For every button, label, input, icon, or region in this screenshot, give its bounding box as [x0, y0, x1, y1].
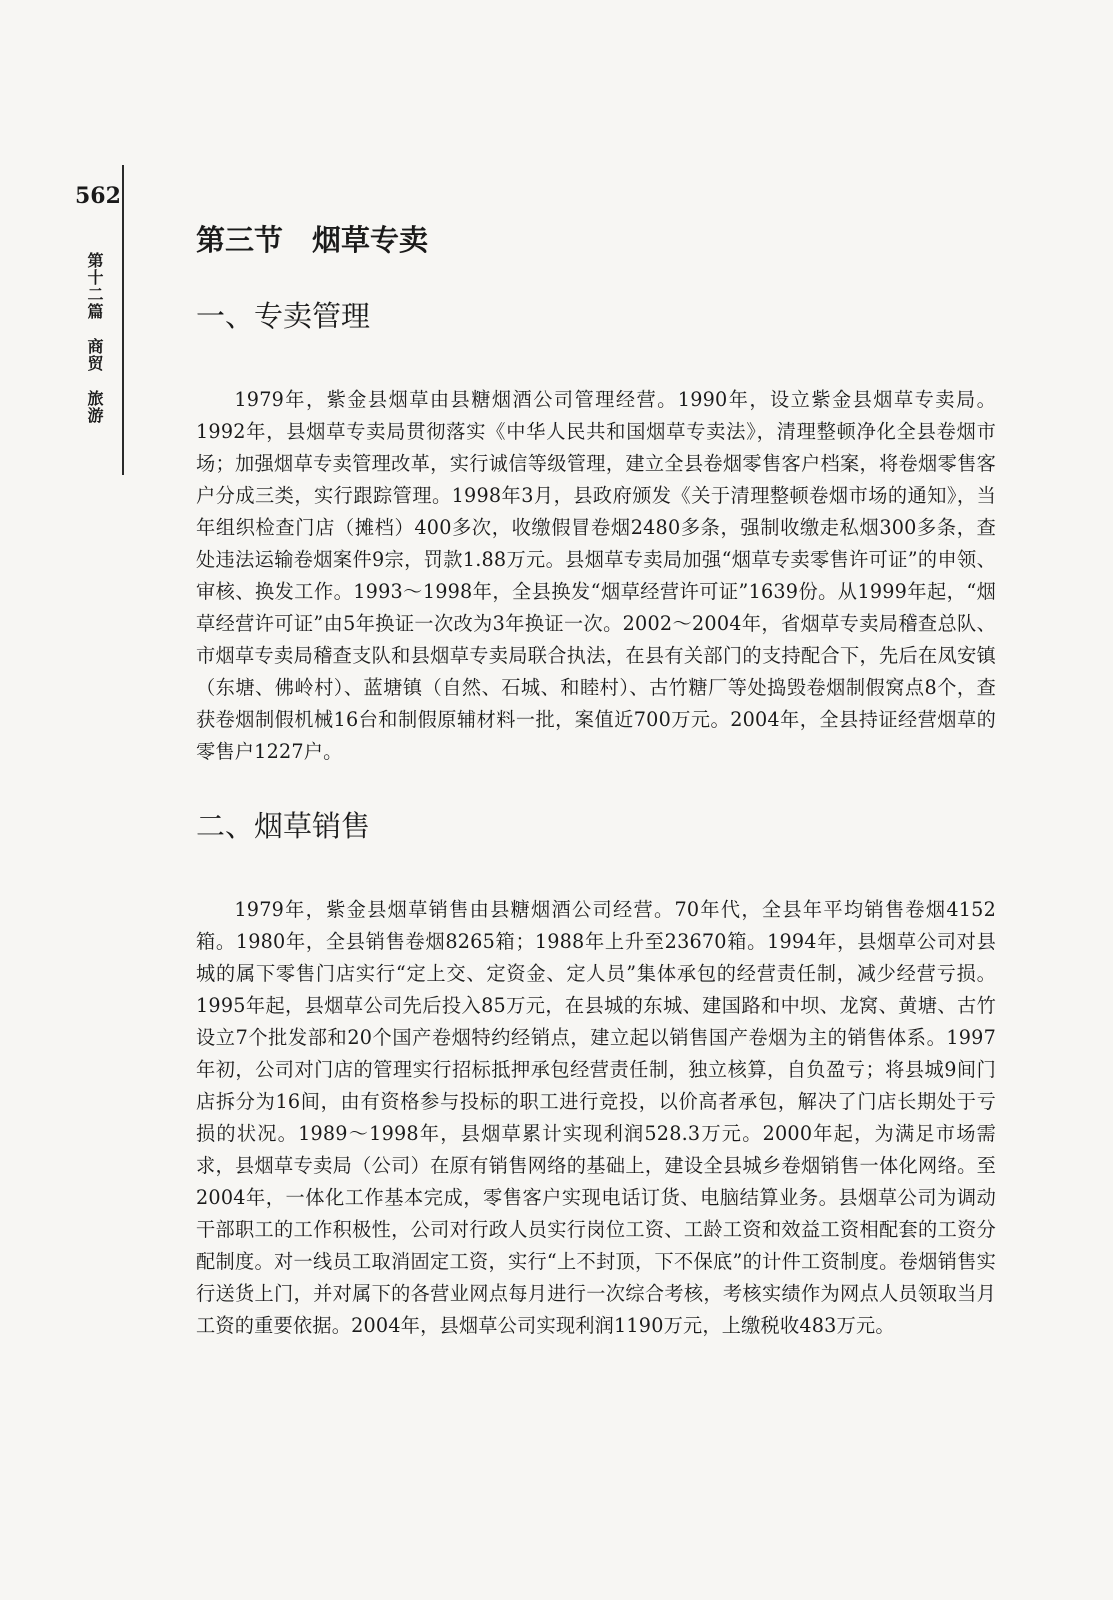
section-title: 第三节 烟草专卖: [196, 223, 429, 257]
paragraph-tobacco-sales: 1979年，紫金县烟草销售由县糖烟酒公司经营。70年代，全县年平均销售卷烟4152箱。1980年，全县销售卷烟8265箱；1988年上升至23670箱。1994年，县烟草公司对县城的属下零售门店实行“定上交、定资金、定人员”集体承包的经营责任制，减少经营亏损。1995年起，县烟草公司先后投入85万元，在县城的东城、建国路和中坝、龙窝、黄塘、古竹设立7个批发部和20个国产卷烟特约经销点，建立起以销售国产卷烟为主的销售体系。1997年初，公司对门店的管理实行招标抵押承包经营责任制，独立核算，自负盈亏；将县城9间门店拆分为16间，由有资格参与投标的职工进行竞投，以价高者承包，解决了门店长期处于亏损的状况。1989～1998年，县烟草累计实现利润528.3万元。2000年起，为满足市场需求，县烟草专卖局（公司）在原有销售网络的基础上，建设全县城乡卷烟销售一体化网络。至2004年，一体化工作基本完成，零售客户实现电话订货、电脑结算业务。县烟草公司为调动干部职工的工作积极性，公司对行政人员实行岗位工资、工龄工资和效益工资相配套的工资分配制度。对一线员工取消固定工资，实行“上不封顶，下不保底”的计件工资制度。卷烟销售实行送货上门，并对属下的各营业网点每月进行一次综合考核，考核实绩作为网点人员领取当月工资的重要依据。2004年，县烟草公司实现利润1190万元，上缴税收483万元。: [196, 898, 996, 1337]
page-content: [196, 218, 996, 1342]
margin-rule: [122, 165, 124, 475]
page-number: 562: [75, 183, 121, 209]
running-head: [84, 252, 104, 424]
running-head-topic-b: 旅游: [85, 390, 104, 424]
running-head-topic-a: 商贸: [85, 338, 104, 372]
paragraph-monopoly-management: 1979年，紫金县烟草由县糖烟酒公司管理经营。1990年，设立紫金县烟草专卖局。1992年，县烟草专卖局贯彻落实《中华人民共和国烟草专卖法》，清理整顿净化全县卷烟市场；加强烟草专卖管理改革，实行诚信等级管理，建立全县卷烟零售客户档案，将卷烟零售客户分成三类，实行跟踪管理。1998年3月，县政府颁发《关于清理整顿卷烟市场的通知》，当年组织检查门店（摊档）400多次，收缴假冒卷烟2480多条，强制收缴走私烟300多条，查处违法运输卷烟案件9宗，罚款1.88万元。县烟草专卖局加强“烟草专卖零售许可证”的申领、审核、换发工作。1993～1998年，全县换发“烟草经营许可证”1639份。从1999年起，“烟草经营许可证”由5年换证一次改为3年换证一次。2002～2004年，省烟草专卖局稽查总队、市烟草专卖局稽查支队和县烟草专卖局联合执法，在县有关部门的支持配合下，先后在凤安镇（东塘、佛岭村）、蓝塘镇（自然、石城、和睦村）、古竹糖厂等处捣毁卷烟制假窝点8个，查获卷烟制假机械16台和制假原辅材料一批，案值近700万元。2004年，全县持证经营烟草的零售户1227户。: [196, 388, 996, 763]
running-head-part: 第十二篇: [85, 252, 104, 320]
subsection-title-monopoly-management: 一、专卖管理: [196, 299, 371, 333]
subsection-title-tobacco-sales: 二、烟草销售: [196, 809, 371, 843]
